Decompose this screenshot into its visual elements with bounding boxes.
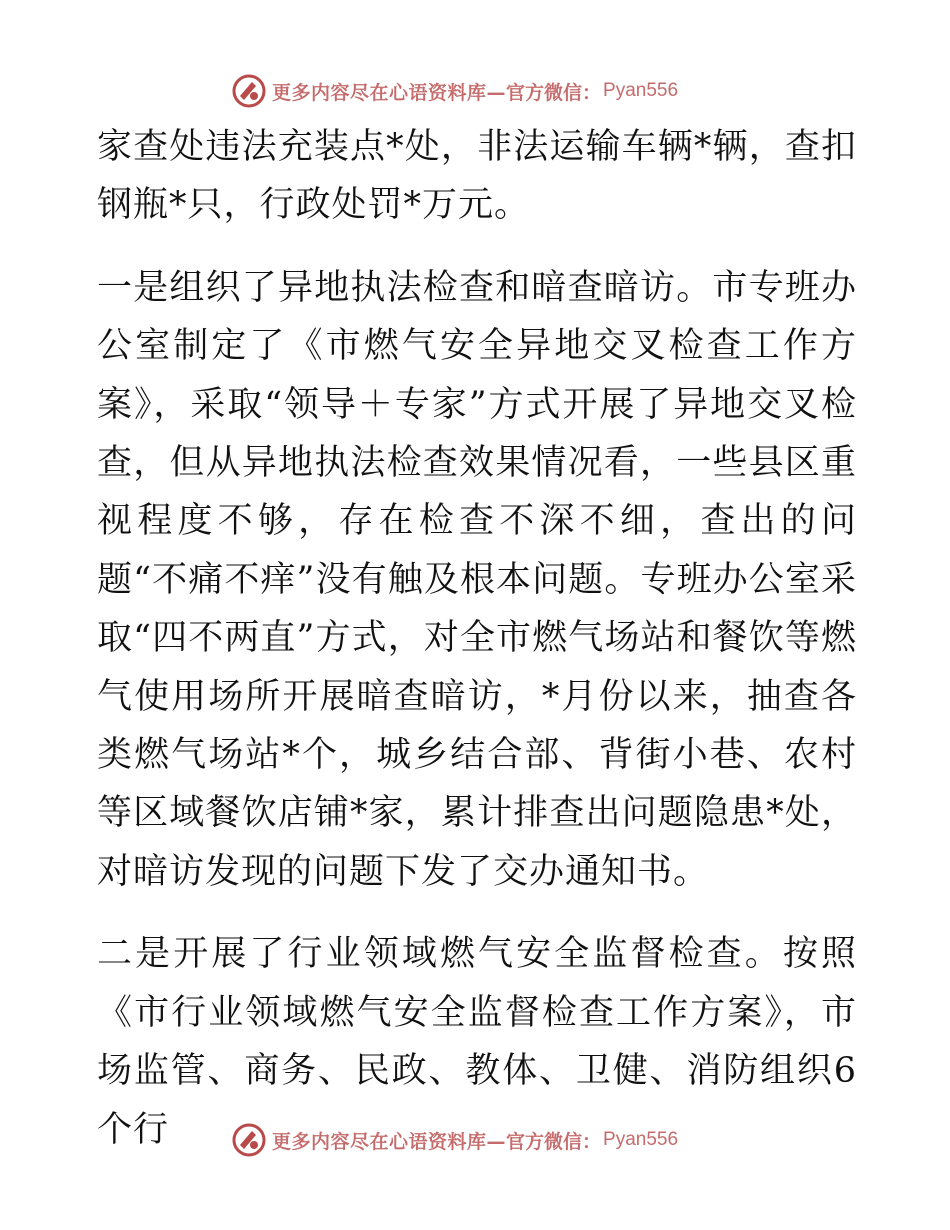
footer-watermark [232, 1120, 678, 1160]
watermark-wechat-id: Pyan556 [603, 80, 679, 101]
watermark-text: 更多内容尽在心语资料库— [272, 1130, 507, 1153]
watermark-wechat-id: Pyan556 [603, 1129, 679, 1150]
paragraph-3: 二是开展了行业领域燃气安全监督检查。按照《市行业领域燃气安全监督检查工作方案》，市场监管、商务、民政、教体、卫健、消防组织6个行 [97, 934, 857, 1150]
watermark-wechat-label: 官方微信： [506, 1130, 602, 1153]
watermark-wechat-label: 官方微信： [506, 81, 602, 104]
logo-icon [232, 74, 266, 108]
header-watermark [232, 71, 678, 111]
logo-icon [232, 1123, 266, 1157]
paragraph-2: 一是组织了异地执法检查和暗查暗访。市专班办公室制定了《市燃气安全异地交叉检查工作方案》，采取“领导＋专家”方式开展了异地交叉检查，但从异地执法检查效果情况看，一些县区重视程度不够，存在检查不深不细，查出的问题“不痛不痒”没有触及根本问题。专班办公室采取“四不两直”方式，对全市燃气场站和餐饮等燃气使用场所开展暗查暗访，*月份以来，抽查各类燃气场站*个，城乡结合部、背街小巷、农村等区域餐饮店铺*家，累计排查出问题隐患*处，对暗访发现的问题下发了交办通知书。 [97, 267, 857, 892]
document-body [97, 118, 857, 1159]
watermark-text: 更多内容尽在心语资料库— [272, 81, 507, 104]
paragraph-1: 家查处违法充装点*处，非法运输车辆*辆，查扣钢瓶*只，行政处罚*万元。 [97, 127, 857, 226]
